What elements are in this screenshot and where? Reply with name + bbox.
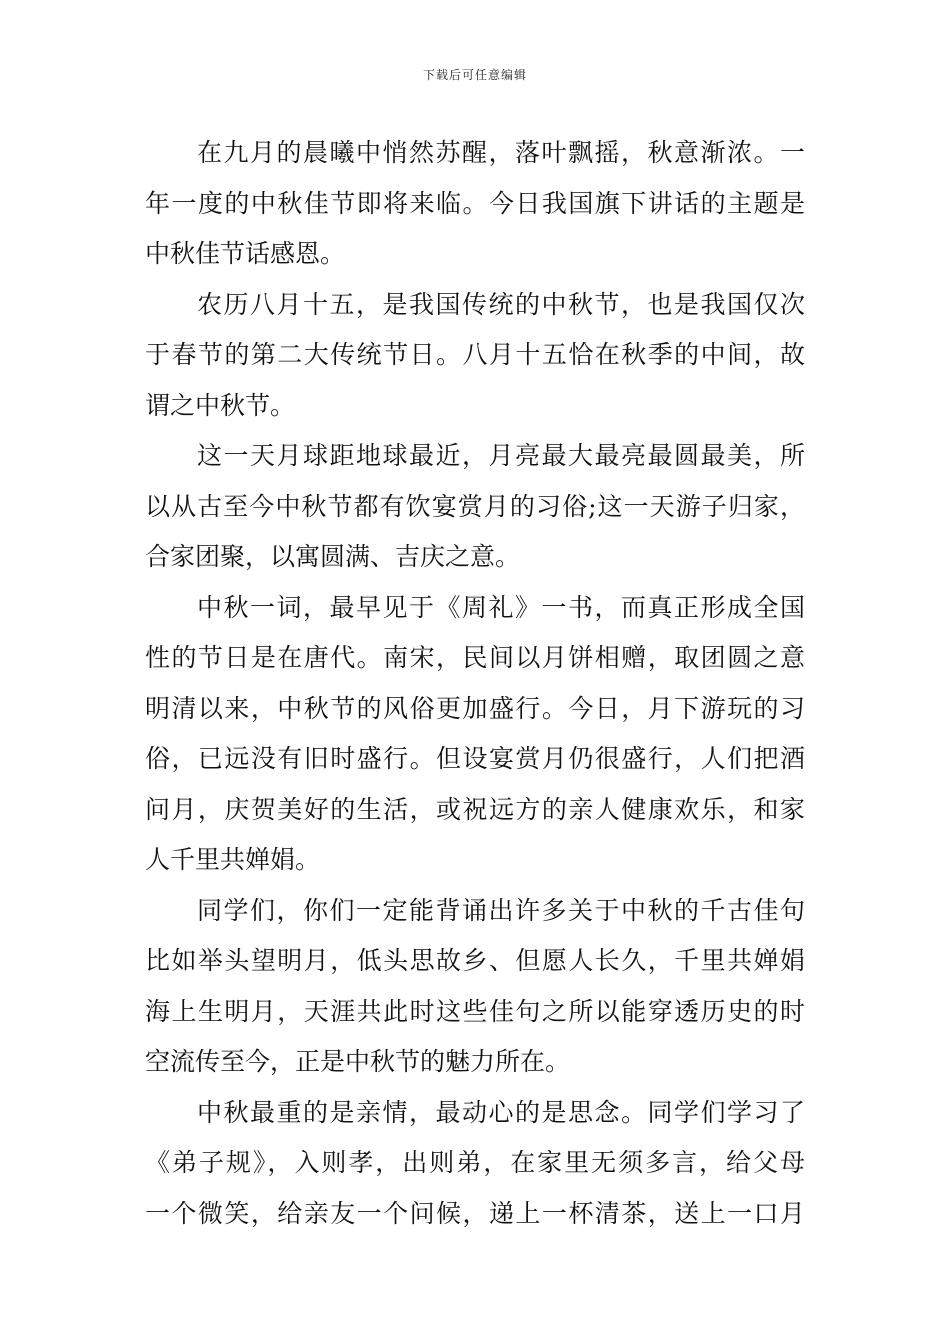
text-line: 俗，已远没有旧时盛行。但设宴赏月仍很盛行，人们把酒 bbox=[145, 744, 805, 773]
text-line: 一个微笑，给亲友一个问候，递上一杯清茶，送上一口月 bbox=[145, 1198, 805, 1228]
paragraph-1 bbox=[145, 128, 805, 280]
text-line: 明清以来，中秋节的风俗更加盛行。今日，月下游玩的习 bbox=[145, 693, 805, 723]
text-line: 《弟子规》，入则孝，出则弟，在家里无须多言，给父母 bbox=[145, 1148, 805, 1177]
text-line: 于春节的第二大传统节日。八月十五恰在秋季的中间，故 bbox=[145, 340, 805, 369]
paragraph-5 bbox=[145, 886, 805, 1088]
text-line: 中秋最重的是亲情，最动心的是思念。同学们学习了 bbox=[197, 1097, 805, 1127]
paragraph-3 bbox=[145, 431, 805, 583]
text-line: 空流传至今，正是中秋节的魅力所在。 bbox=[145, 1047, 571, 1076]
text-line: 这一天月球距地球最近，月亮最大最亮最圆最美，所 bbox=[197, 441, 805, 470]
text-line: 性的节日是在唐代。南宋，民间以月饼相赠，取团圆之意 bbox=[145, 643, 805, 672]
text-line: 海上生明月，天涯共此时这些佳句之所以能穿透历史的时 bbox=[145, 996, 805, 1026]
text-line: 中秋佳节话感恩。 bbox=[145, 239, 346, 268]
text-line: 在九月的晨曦中悄然苏醒，落叶飘摇，秋意渐浓。一 bbox=[197, 138, 805, 167]
text-line: 合家团聚，以寓圆满、吉庆之意。 bbox=[145, 542, 521, 571]
text-line: 比如举头望明月，低头思故乡、但愿人长久，千里共婵娟 bbox=[145, 946, 805, 975]
paragraph-4 bbox=[145, 583, 805, 886]
text-line: 以从古至今中秋节都有饮宴赏月的习俗;这一天游子归家， bbox=[145, 491, 805, 521]
text-line: 问月，庆贺美好的生活，或祝远方的亲人健康欢乐，和家 bbox=[145, 794, 805, 824]
text-line: 人千里共婵娟。 bbox=[145, 845, 321, 874]
document-body bbox=[145, 128, 805, 1239]
text-line: 农历八月十五，是我国传统的中秋节，也是我国仅次 bbox=[197, 289, 805, 319]
text-line: 中秋一词，最早见于《周礼》一书，而真正形成全国 bbox=[197, 592, 805, 622]
text-line: 年一度的中秋佳节即将来临。今日我国旗下讲话的主题是 bbox=[145, 188, 805, 218]
text-line: 谓之中秋节。 bbox=[145, 390, 296, 420]
paragraph-2 bbox=[145, 280, 805, 432]
paragraph-6 bbox=[145, 1088, 805, 1240]
text-line: 同学们，你们一定能背诵出许多关于中秋的千古佳句 bbox=[197, 895, 805, 925]
page-header: 下载后可任意编辑 bbox=[422, 68, 527, 82]
